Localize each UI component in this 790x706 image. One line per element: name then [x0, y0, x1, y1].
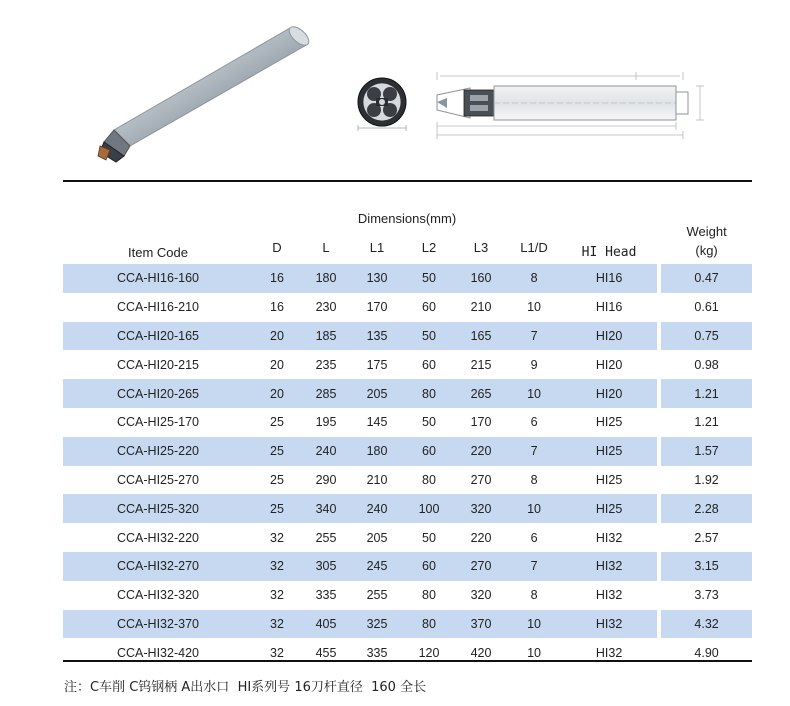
- footnote: 注：C车削 C钨钢柄 A出水口 HI系列号 16刀杆直径 160 全长: [64, 680, 427, 695]
- cell-l1: 145: [366, 415, 388, 430]
- cell-l2: 50: [403, 264, 455, 293]
- cell-l1d: 6: [530, 530, 538, 545]
- table-row: [63, 322, 752, 351]
- cell-l: 340: [301, 494, 351, 523]
- cell-hi-head: HI32: [595, 645, 623, 660]
- cell-l1: 135: [351, 322, 403, 351]
- table-row: [63, 610, 752, 639]
- cell-l1: 130: [351, 264, 403, 293]
- table-row: [63, 523, 752, 552]
- cell-l1d: 10: [507, 610, 561, 639]
- cell-weight: 2.57: [694, 530, 719, 545]
- header-item-code: Item Code: [128, 245, 188, 260]
- cell-l3: 420: [470, 645, 492, 660]
- cell-weight: 4.90: [694, 645, 719, 660]
- table-row: [63, 638, 752, 667]
- cell-l1: 335: [366, 645, 388, 660]
- header-l1: L1: [369, 239, 385, 255]
- table-row: [63, 466, 752, 495]
- cell-l2: 60: [403, 437, 455, 466]
- table-top-rule: [63, 180, 752, 182]
- cell-weight: 3.15: [661, 552, 752, 581]
- table-row: [63, 494, 752, 523]
- cell-l: 240: [301, 437, 351, 466]
- cell-d: 25: [270, 472, 284, 487]
- cell-l: 185: [301, 322, 351, 351]
- cell-item-code: CCA-HI25-170: [117, 415, 199, 430]
- cell-l: 455: [315, 645, 337, 660]
- cell-l2: 120: [418, 645, 440, 660]
- cell-l1d: 8: [530, 588, 538, 603]
- cell-l2: 60: [422, 357, 436, 372]
- cell-l2: 60: [403, 552, 455, 581]
- cell-item-code: CCA-HI32-420: [117, 645, 199, 660]
- table-row: [63, 293, 752, 322]
- cell-hi-head: HI25: [595, 472, 623, 487]
- cell-l: 195: [315, 415, 337, 430]
- cell-l3: 215: [470, 357, 492, 372]
- cell-l: 180: [301, 264, 351, 293]
- cell-hi-head: HI25: [595, 415, 623, 430]
- table-row: [63, 264, 752, 293]
- cell-l1: 245: [351, 552, 403, 581]
- cell-item-code: CCA-HI32-270: [63, 552, 253, 581]
- cell-l1d: 7: [507, 322, 561, 351]
- cell-d: 32: [270, 645, 284, 660]
- product-figures: [0, 0, 790, 178]
- cell-hi-head: HI32: [595, 530, 623, 545]
- header-l2: L2: [421, 239, 437, 255]
- cell-l3: 270: [470, 472, 492, 487]
- cell-item-code: CCA-HI32-370: [63, 610, 253, 639]
- cell-item-code: CCA-HI16-210: [117, 300, 199, 315]
- cell-l3: 220: [470, 530, 492, 545]
- cell-l1: 205: [351, 379, 403, 408]
- cell-l1d: 6: [530, 415, 538, 430]
- cell-weight: 0.61: [694, 300, 719, 315]
- cell-l2: 80: [422, 472, 436, 487]
- cell-item-code: CCA-HI25-220: [63, 437, 253, 466]
- cell-weight: 2.28: [661, 494, 752, 523]
- cell-d: 25: [253, 437, 301, 466]
- cell-l1: 180: [351, 437, 403, 466]
- cell-l3: 160: [455, 264, 507, 293]
- cell-hi-head: HI32: [561, 610, 657, 639]
- cell-d: 25: [253, 494, 301, 523]
- cell-weight: 3.73: [694, 588, 719, 603]
- cell-l2: 80: [422, 588, 436, 603]
- cell-l1: 255: [366, 588, 388, 603]
- cell-weight: 0.98: [694, 357, 719, 372]
- cell-hi-head: HI16: [595, 300, 623, 315]
- cell-weight: 1.57: [661, 437, 752, 466]
- cell-l3: 165: [455, 322, 507, 351]
- product-illustration: [0, 0, 790, 178]
- table-bottom-rule: [63, 660, 752, 662]
- cell-l3: 320: [455, 494, 507, 523]
- table-row: [63, 581, 752, 610]
- cell-l: 235: [315, 357, 337, 372]
- cell-l1d: 9: [530, 357, 538, 372]
- cell-l2: 60: [422, 300, 436, 315]
- cell-hi-head: HI20: [561, 322, 657, 351]
- cell-weight: 0.75: [661, 322, 752, 351]
- table-row: [63, 408, 752, 437]
- cell-d: 16: [270, 300, 284, 315]
- cell-l3: 370: [455, 610, 507, 639]
- cell-hi-head: HI25: [561, 494, 657, 523]
- cell-weight: 0.47: [661, 264, 752, 293]
- cell-d: 20: [253, 322, 301, 351]
- cell-hi-head: HI25: [561, 437, 657, 466]
- cell-item-code: CCA-HI20-215: [117, 357, 199, 372]
- header-d: D: [272, 239, 282, 255]
- cell-l: 230: [315, 300, 337, 315]
- cell-d: 32: [253, 552, 301, 581]
- cell-l1: 325: [351, 610, 403, 639]
- cell-l: 290: [315, 472, 337, 487]
- header-weight: [661, 184, 752, 264]
- cell-hi-head: HI32: [561, 552, 657, 581]
- cell-l: 405: [301, 610, 351, 639]
- header-weight-label: Weight: [686, 224, 727, 239]
- cell-l3: 170: [470, 415, 492, 430]
- cell-l: 255: [315, 530, 337, 545]
- cell-l1d: 10: [527, 300, 541, 315]
- cell-l1d: 8: [507, 264, 561, 293]
- cell-hi-head: HI16: [561, 264, 657, 293]
- cell-item-code: CCA-HI32-220: [117, 530, 199, 545]
- cell-d: 20: [270, 357, 284, 372]
- cell-item-code: CCA-HI32-320: [117, 588, 199, 603]
- specification-table: [63, 184, 752, 667]
- cell-l: 305: [301, 552, 351, 581]
- cell-d: 20: [253, 379, 301, 408]
- cell-l2: 50: [403, 322, 455, 351]
- header-hi-head: HI Head: [581, 245, 637, 260]
- cell-hi-head: HI32: [595, 588, 623, 603]
- cell-weight: 1.21: [694, 415, 719, 430]
- cell-l3: 270: [455, 552, 507, 581]
- cell-l1: 170: [366, 300, 388, 315]
- cell-l1: 205: [366, 530, 388, 545]
- cell-item-code: CCA-HI25-270: [117, 472, 199, 487]
- cell-l2: 50: [422, 415, 436, 430]
- cell-d: 32: [270, 530, 284, 545]
- cell-item-code: CCA-HI25-320: [63, 494, 253, 523]
- side-view-drawing: [437, 72, 704, 139]
- cell-weight: 1.21: [661, 379, 752, 408]
- cell-item-code: CCA-HI20-165: [63, 322, 253, 351]
- cell-l3: 320: [470, 588, 492, 603]
- cell-l2: 80: [403, 379, 455, 408]
- header-weight-unit: (kg): [695, 243, 718, 258]
- cell-l1: 175: [366, 357, 388, 372]
- cell-l1d: 10: [507, 494, 561, 523]
- table-body: [63, 264, 752, 667]
- table-row: [63, 350, 752, 379]
- table-row: [63, 379, 752, 408]
- boring-bar-image: [98, 24, 312, 162]
- cell-l1d: 10: [507, 379, 561, 408]
- header-l: L: [322, 239, 330, 255]
- cell-l1d: 8: [530, 472, 538, 487]
- cell-l2: 100: [403, 494, 455, 523]
- cell-d: 16: [253, 264, 301, 293]
- cell-l: 285: [301, 379, 351, 408]
- header-dimensions: Dimensions(mm): [357, 211, 457, 226]
- end-view-drawing: [358, 78, 406, 131]
- cell-item-code: CCA-HI20-265: [63, 379, 253, 408]
- table-row: [63, 437, 752, 466]
- cell-l1: 240: [351, 494, 403, 523]
- cell-l3: 220: [455, 437, 507, 466]
- cell-l2: 80: [403, 610, 455, 639]
- header-l3: L3: [473, 239, 489, 255]
- cell-item-code: CCA-HI16-160: [63, 264, 253, 293]
- cell-l1d: 7: [507, 437, 561, 466]
- cell-l: 335: [315, 588, 337, 603]
- cell-hi-head: HI20: [561, 379, 657, 408]
- cell-d: 32: [253, 610, 301, 639]
- cell-d: 32: [270, 588, 284, 603]
- cell-l1: 210: [366, 472, 388, 487]
- cell-hi-head: HI20: [595, 357, 623, 372]
- cell-weight: 4.32: [661, 610, 752, 639]
- header-l1d: L1/D: [520, 239, 548, 255]
- cell-weight: 1.92: [694, 472, 719, 487]
- cell-l3: 210: [470, 300, 492, 315]
- table-row: [63, 552, 752, 581]
- cell-l1d: 10: [527, 645, 541, 660]
- cell-d: 25: [270, 415, 284, 430]
- cell-l2: 50: [422, 530, 436, 545]
- cell-l3: 265: [455, 379, 507, 408]
- cell-l1d: 7: [507, 552, 561, 581]
